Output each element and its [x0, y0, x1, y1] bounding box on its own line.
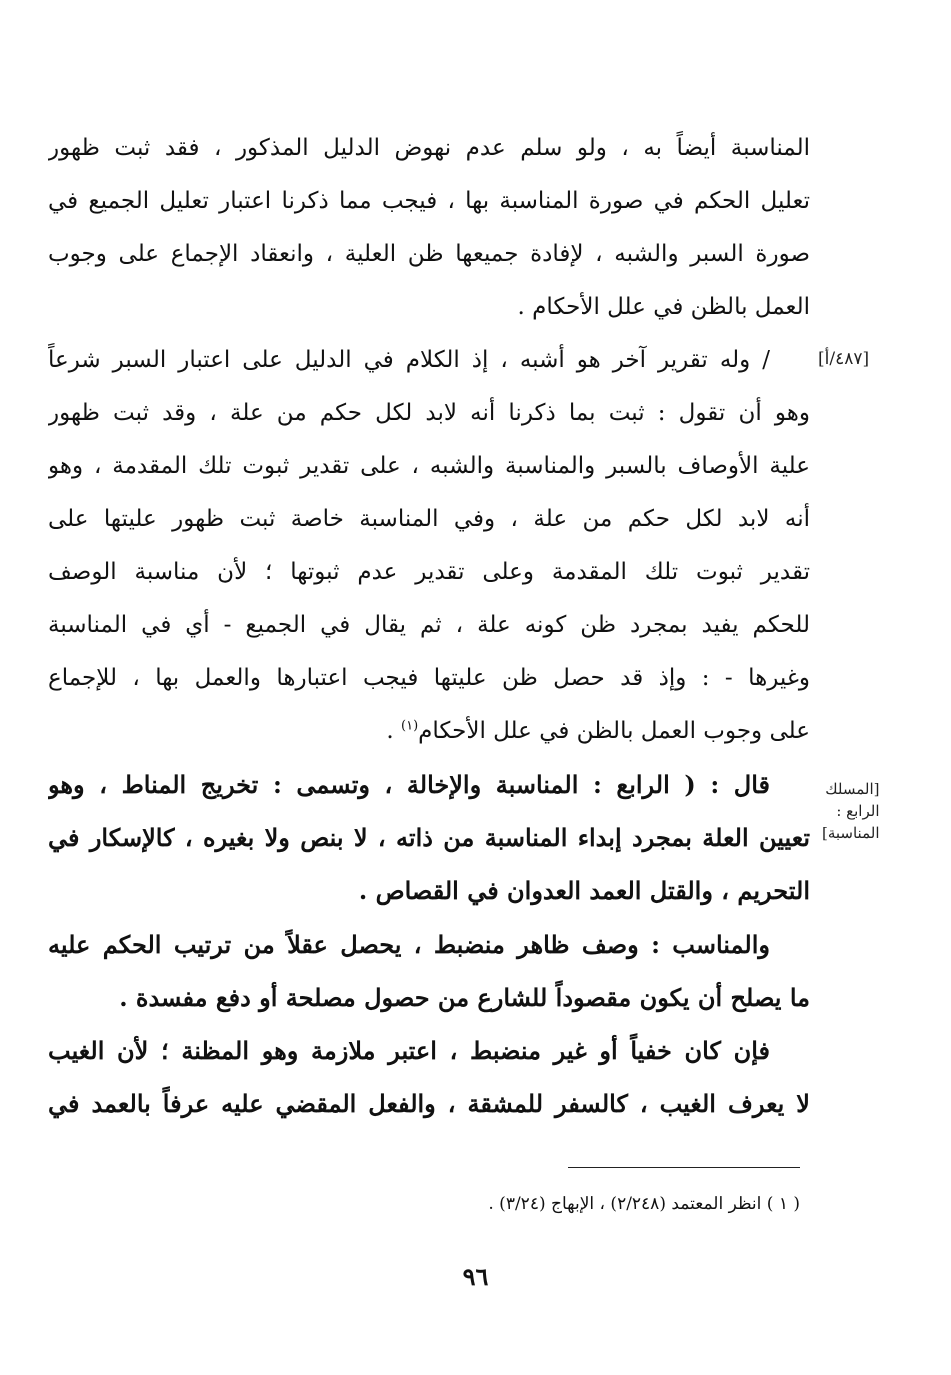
- text-line: على وجوب العمل بالظن في علل الأحكام: [418, 718, 810, 744]
- section-margin-title: [822, 778, 880, 844]
- text-line: أنه لابد لكل حكم من علة ، وفي المناسبة خاصة ثبت ظهور عليتها على: [48, 506, 810, 532]
- footnote-reference[interactable]: (١): [401, 718, 419, 734]
- text-line: تقدير ثبوت تلك المقدمة وعلى تقدير عدم ثبوتها ؛ لأن مناسبة الوصف: [48, 559, 810, 585]
- text-line: فإن كان خفياً أو غير منضبط ، اعتبر ملازمة وهو المظنة ؛ لأن الغيب: [48, 1036, 770, 1065]
- footnote-separator: [568, 1167, 800, 1168]
- paragraph-definition: [48, 918, 810, 1024]
- page-number: ٩٦: [462, 1262, 489, 1291]
- text-line: المناسبة أيضاً به ، ولو سلم عدم نهوض الدليل المذكور ، فقد ثبت ظهور: [48, 135, 810, 161]
- paragraph-alternate-argument: [48, 334, 810, 758]
- footnote: ( ١ ) انظر المعتمد (٢/٢٤٨) ، الإبهاج (٣/٢٤) .: [488, 1194, 800, 1214]
- text-line: وغيرها - : وإذ قد حصل ظن عليتها فيجب اعتبارها والعمل بها ، للإجماع: [48, 665, 810, 691]
- paragraph-matn-quote: [48, 758, 810, 917]
- text-line: صورة السبر والشبه ، لإفادة جميعها ظن العلية ، وانعقاد الإجماع على وجوب: [48, 241, 810, 267]
- text-line: قال : ( الرابع : المناسبة والإخالة ، وتسمى : تخريج المناط ، وهو: [48, 770, 770, 799]
- text-line: العمل بالظن في علل الأحكام .: [517, 294, 810, 320]
- text-line-with-footnote: [48, 705, 810, 758]
- text-line: للحكم يفيد بمجرد ظن كونه علة ، ثم يقال في الجميع - أي في المناسبة: [48, 612, 810, 638]
- margin-line: [المسلك: [825, 780, 880, 798]
- paragraph-hidden-attribute: [48, 1024, 810, 1130]
- text-line: لا يعرف الغيب ، كالسفر للمشقة ، والفعل المقضي عليه عرفاً بالعمد في: [48, 1089, 810, 1118]
- text-line: / وله تقرير آخر هو أشبه ، إذ الكلام في الدليل على اعتبار السبر شرعاً: [48, 347, 770, 373]
- text-line: والمناسب : وصف ظاهر منضبط ، يحصل عقلاً من ترتيب الحكم عليه: [48, 930, 770, 959]
- text-line: وهو أن تقول : ثبت بما ذكرنا أنه لابد لكل حكم من علة ، وقد ثبت ظهور: [48, 400, 810, 426]
- margin-line: المناسبة]: [822, 824, 880, 842]
- sentence-end: .: [386, 718, 402, 744]
- text-line: علية الأوصاف بالسبر والمناسبة والشبه ، على تقدير ثبوت تلك المقدمة ، وهو: [48, 453, 810, 479]
- paragraph-continuation: [48, 122, 810, 334]
- text-line: تعليل الحكم في صورة المناسبة بها ، فيجب مما ذكرنا اعتبار تعليل الجميع في: [48, 188, 810, 214]
- text-line: التحريم ، والقتل العمد العدوان في القصاص .: [358, 876, 810, 905]
- margin-line: الرابع :: [836, 802, 880, 820]
- folio-marker: [٤٨٧/أ]: [818, 349, 870, 369]
- text-line: ما يصلح أن يكون مقصوداً للشارع من حصول مصلحة أو دفع مفسدة .: [119, 983, 810, 1012]
- text-line: تعيين العلة بمجرد إبداء المناسبة من ذاته ، لا بنص ولا بغيره ، كالإسكار في: [48, 823, 810, 852]
